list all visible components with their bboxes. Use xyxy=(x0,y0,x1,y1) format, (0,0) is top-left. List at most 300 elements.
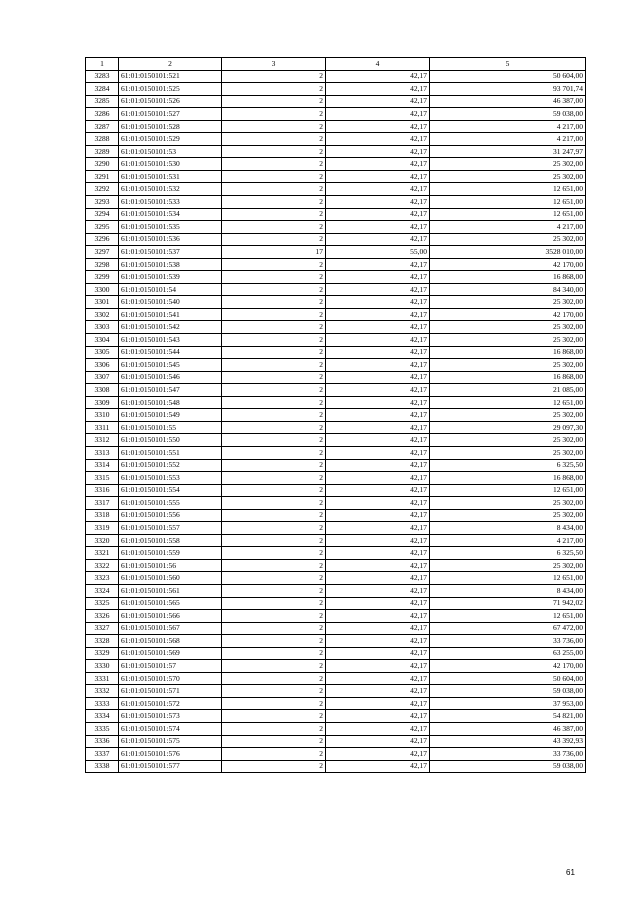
cadastral-number-cell: 61:01:0150101:526 xyxy=(119,95,222,108)
table-row xyxy=(86,133,586,146)
quantity-cell: 2 xyxy=(222,158,326,171)
quantity-cell: 2 xyxy=(222,484,326,497)
table-row xyxy=(86,572,586,585)
amount-cell: 12 651,00 xyxy=(430,396,586,409)
amount-cell: 93 701,74 xyxy=(430,83,586,96)
row-number-cell: 3298 xyxy=(86,258,119,271)
column-header-4: 4 xyxy=(326,58,430,71)
quantity-cell: 2 xyxy=(222,472,326,485)
rate-cell: 42,17 xyxy=(326,120,430,133)
table-row xyxy=(86,497,586,510)
rate-cell: 42,17 xyxy=(326,271,430,284)
quantity-cell: 2 xyxy=(222,196,326,209)
table-row xyxy=(86,233,586,246)
column-header-2: 2 xyxy=(119,58,222,71)
quantity-cell: 2 xyxy=(222,384,326,397)
table-row xyxy=(86,522,586,535)
amount-cell: 25 302,00 xyxy=(430,434,586,447)
amount-cell: 37 953,00 xyxy=(430,697,586,710)
row-number-cell: 3322 xyxy=(86,559,119,572)
amount-cell: 59 038,00 xyxy=(430,760,586,773)
amount-cell: 59 038,00 xyxy=(430,685,586,698)
cadastral-number-cell: 61:01:0150101:577 xyxy=(119,760,222,773)
table-row xyxy=(86,196,586,209)
rate-cell: 42,17 xyxy=(326,158,430,171)
table-body xyxy=(86,70,586,773)
row-number-cell: 3297 xyxy=(86,246,119,259)
amount-cell: 12 651,00 xyxy=(430,572,586,585)
table-row xyxy=(86,597,586,610)
rate-cell: 42,17 xyxy=(326,509,430,522)
cadastral-number-cell: 61:01:0150101:528 xyxy=(119,120,222,133)
cadastral-number-cell: 61:01:0150101:569 xyxy=(119,647,222,660)
row-number-cell: 3310 xyxy=(86,409,119,422)
table-row xyxy=(86,647,586,660)
rate-cell: 42,17 xyxy=(326,610,430,623)
quantity-cell: 2 xyxy=(222,258,326,271)
quantity-cell: 2 xyxy=(222,534,326,547)
rate-cell: 42,17 xyxy=(326,434,430,447)
table-row xyxy=(86,183,586,196)
amount-cell: 4 217,00 xyxy=(430,120,586,133)
row-number-cell: 3333 xyxy=(86,697,119,710)
cadastral-number-cell: 61:01:0150101:554 xyxy=(119,484,222,497)
quantity-cell: 2 xyxy=(222,660,326,673)
quantity-cell: 2 xyxy=(222,635,326,648)
table-row xyxy=(86,760,586,773)
amount-cell: 31 247,97 xyxy=(430,145,586,158)
cadastral-number-cell: 61:01:0150101:55 xyxy=(119,421,222,434)
rate-cell: 42,17 xyxy=(326,384,430,397)
rate-cell: 42,17 xyxy=(326,472,430,485)
rate-cell: 42,17 xyxy=(326,308,430,321)
rate-cell: 42,17 xyxy=(326,735,430,748)
cadastral-number-cell: 61:01:0150101:571 xyxy=(119,685,222,698)
quantity-cell: 2 xyxy=(222,133,326,146)
cadastral-number-cell: 61:01:0150101:572 xyxy=(119,697,222,710)
amount-cell: 16 868,00 xyxy=(430,271,586,284)
quantity-cell: 2 xyxy=(222,95,326,108)
rate-cell: 42,17 xyxy=(326,83,430,96)
row-number-cell: 3296 xyxy=(86,233,119,246)
table-row xyxy=(86,735,586,748)
row-number-cell: 3311 xyxy=(86,421,119,434)
amount-cell: 46 387,00 xyxy=(430,722,586,735)
amount-cell: 25 302,00 xyxy=(430,334,586,347)
row-number-cell: 3308 xyxy=(86,384,119,397)
quantity-cell: 2 xyxy=(222,572,326,585)
quantity-cell: 17 xyxy=(222,246,326,259)
quantity-cell: 2 xyxy=(222,359,326,372)
quantity-cell: 2 xyxy=(222,509,326,522)
cadastral-number-cell: 61:01:0150101:551 xyxy=(119,446,222,459)
row-number-cell: 3313 xyxy=(86,446,119,459)
cadastral-number-cell: 61:01:0150101:576 xyxy=(119,748,222,761)
table-row xyxy=(86,685,586,698)
row-number-cell: 3295 xyxy=(86,221,119,234)
amount-cell: 12 651,00 xyxy=(430,484,586,497)
cadastral-number-cell: 61:01:0150101:538 xyxy=(119,258,222,271)
amount-cell: 25 302,00 xyxy=(430,409,586,422)
amount-cell: 21 085,00 xyxy=(430,384,586,397)
row-number-cell: 3330 xyxy=(86,660,119,673)
amount-cell: 12 651,00 xyxy=(430,610,586,623)
rate-cell: 42,17 xyxy=(326,196,430,209)
table-row xyxy=(86,70,586,83)
row-number-cell: 3320 xyxy=(86,534,119,547)
table-row xyxy=(86,509,586,522)
row-number-cell: 3300 xyxy=(86,283,119,296)
table-row xyxy=(86,697,586,710)
rate-cell: 42,17 xyxy=(326,183,430,196)
quantity-cell: 2 xyxy=(222,748,326,761)
amount-cell: 16 868,00 xyxy=(430,346,586,359)
rate-cell: 42,17 xyxy=(326,346,430,359)
rate-cell: 42,17 xyxy=(326,584,430,597)
quantity-cell: 2 xyxy=(222,170,326,183)
row-number-cell: 3287 xyxy=(86,120,119,133)
table-row xyxy=(86,258,586,271)
quantity-cell: 2 xyxy=(222,396,326,409)
quantity-cell: 2 xyxy=(222,610,326,623)
rate-cell: 42,17 xyxy=(326,421,430,434)
rate-cell: 42,17 xyxy=(326,559,430,572)
table-row xyxy=(86,371,586,384)
table-row xyxy=(86,660,586,673)
quantity-cell: 2 xyxy=(222,722,326,735)
rate-cell: 42,17 xyxy=(326,534,430,547)
row-number-cell: 3324 xyxy=(86,584,119,597)
row-number-cell: 3331 xyxy=(86,672,119,685)
table-row xyxy=(86,283,586,296)
table-row xyxy=(86,95,586,108)
row-number-cell: 3293 xyxy=(86,196,119,209)
amount-cell: 25 302,00 xyxy=(430,559,586,572)
table-row xyxy=(86,710,586,723)
quantity-cell: 2 xyxy=(222,497,326,510)
amount-cell: 25 302,00 xyxy=(430,158,586,171)
cadastral-number-cell: 61:01:0150101:53 xyxy=(119,145,222,158)
rate-cell: 42,17 xyxy=(326,208,430,221)
rate-cell: 42,17 xyxy=(326,710,430,723)
quantity-cell: 2 xyxy=(222,409,326,422)
row-number-cell: 3292 xyxy=(86,183,119,196)
row-number-cell: 3335 xyxy=(86,722,119,735)
amount-cell: 84 340,00 xyxy=(430,283,586,296)
amount-cell: 6 325,50 xyxy=(430,547,586,560)
cadastral-number-cell: 61:01:0150101:545 xyxy=(119,359,222,372)
table-row xyxy=(86,83,586,96)
cadastral-number-cell: 61:01:0150101:527 xyxy=(119,108,222,121)
rate-cell: 42,17 xyxy=(326,221,430,234)
table-row xyxy=(86,271,586,284)
rate-cell: 42,17 xyxy=(326,296,430,309)
cadastral-number-cell: 61:01:0150101:540 xyxy=(119,296,222,309)
cadastral-number-cell: 61:01:0150101:536 xyxy=(119,233,222,246)
row-number-cell: 3302 xyxy=(86,308,119,321)
row-number-cell: 3283 xyxy=(86,70,119,83)
rate-cell: 42,17 xyxy=(326,396,430,409)
row-number-cell: 3334 xyxy=(86,710,119,723)
table-row xyxy=(86,208,586,221)
row-number-cell: 3290 xyxy=(86,158,119,171)
table-row xyxy=(86,421,586,434)
row-number-cell: 3286 xyxy=(86,108,119,121)
cadastral-number-cell: 61:01:0150101:57 xyxy=(119,660,222,673)
row-number-cell: 3327 xyxy=(86,622,119,635)
table-row xyxy=(86,722,586,735)
amount-cell: 29 097,30 xyxy=(430,421,586,434)
amount-cell: 42 170,00 xyxy=(430,660,586,673)
quantity-cell: 2 xyxy=(222,597,326,610)
row-number-cell: 3289 xyxy=(86,145,119,158)
quantity-cell: 2 xyxy=(222,421,326,434)
table-row xyxy=(86,446,586,459)
cadastral-number-cell: 61:01:0150101:566 xyxy=(119,610,222,623)
rate-cell: 42,17 xyxy=(326,95,430,108)
rate-cell: 42,17 xyxy=(326,359,430,372)
cadastral-number-cell: 61:01:0150101:559 xyxy=(119,547,222,560)
cadastral-number-cell: 61:01:0150101:525 xyxy=(119,83,222,96)
quantity-cell: 2 xyxy=(222,697,326,710)
cadastral-number-cell: 61:01:0150101:532 xyxy=(119,183,222,196)
amount-cell: 33 736,00 xyxy=(430,635,586,648)
row-number-cell: 3306 xyxy=(86,359,119,372)
column-header-5: 5 xyxy=(430,58,586,71)
table-row xyxy=(86,346,586,359)
row-number-cell: 3323 xyxy=(86,572,119,585)
cadastral-number-cell: 61:01:0150101:553 xyxy=(119,472,222,485)
amount-cell: 25 302,00 xyxy=(430,446,586,459)
rate-cell: 42,17 xyxy=(326,409,430,422)
table-header xyxy=(86,58,586,71)
quantity-cell: 2 xyxy=(222,371,326,384)
table-row xyxy=(86,547,586,560)
rate-cell: 42,17 xyxy=(326,108,430,121)
amount-cell: 3528 010,00 xyxy=(430,246,586,259)
row-number-cell: 3325 xyxy=(86,597,119,610)
rate-cell: 42,17 xyxy=(326,459,430,472)
row-number-cell: 3299 xyxy=(86,271,119,284)
cadastral-number-cell: 61:01:0150101:567 xyxy=(119,622,222,635)
cadastral-number-cell: 61:01:0150101:542 xyxy=(119,321,222,334)
rate-cell: 42,17 xyxy=(326,722,430,735)
quantity-cell: 2 xyxy=(222,283,326,296)
amount-cell: 42 170,00 xyxy=(430,258,586,271)
rate-cell: 55,00 xyxy=(326,246,430,259)
table-row xyxy=(86,158,586,171)
row-number-cell: 3316 xyxy=(86,484,119,497)
row-number-cell: 3312 xyxy=(86,434,119,447)
rate-cell: 42,17 xyxy=(326,572,430,585)
table-row xyxy=(86,120,586,133)
table-row xyxy=(86,334,586,347)
row-number-cell: 3332 xyxy=(86,685,119,698)
amount-cell: 16 868,00 xyxy=(430,472,586,485)
amount-cell: 12 651,00 xyxy=(430,196,586,209)
cadastral-number-cell: 61:01:0150101:56 xyxy=(119,559,222,572)
cadastral-number-cell: 61:01:0150101:547 xyxy=(119,384,222,397)
rate-cell: 42,17 xyxy=(326,522,430,535)
rate-cell: 42,17 xyxy=(326,371,430,384)
row-number-cell: 3291 xyxy=(86,170,119,183)
quantity-cell: 2 xyxy=(222,710,326,723)
quantity-cell: 2 xyxy=(222,584,326,597)
row-number-cell: 3288 xyxy=(86,133,119,146)
table-row xyxy=(86,534,586,547)
amount-cell: 43 392,93 xyxy=(430,735,586,748)
cadastral-number-cell: 61:01:0150101:548 xyxy=(119,396,222,409)
table-row xyxy=(86,622,586,635)
rate-cell: 42,17 xyxy=(326,133,430,146)
rate-cell: 42,17 xyxy=(326,622,430,635)
quantity-cell: 2 xyxy=(222,346,326,359)
amount-cell: 4 217,00 xyxy=(430,221,586,234)
table-row xyxy=(86,610,586,623)
amount-cell: 67 472,00 xyxy=(430,622,586,635)
rate-cell: 42,17 xyxy=(326,258,430,271)
quantity-cell: 2 xyxy=(222,108,326,121)
quantity-cell: 2 xyxy=(222,296,326,309)
row-number-cell: 3304 xyxy=(86,334,119,347)
row-number-cell: 3328 xyxy=(86,635,119,648)
data-table xyxy=(85,57,586,773)
amount-cell: 4 217,00 xyxy=(430,534,586,547)
cadastral-number-cell: 61:01:0150101:544 xyxy=(119,346,222,359)
table-row xyxy=(86,145,586,158)
quantity-cell: 2 xyxy=(222,120,326,133)
amount-cell: 8 434,00 xyxy=(430,522,586,535)
table-row xyxy=(86,384,586,397)
amount-cell: 12 651,00 xyxy=(430,208,586,221)
amount-cell: 25 302,00 xyxy=(430,321,586,334)
cadastral-number-cell: 61:01:0150101:535 xyxy=(119,221,222,234)
cadastral-number-cell: 61:01:0150101:556 xyxy=(119,509,222,522)
table-row xyxy=(86,748,586,761)
quantity-cell: 2 xyxy=(222,434,326,447)
quantity-cell: 2 xyxy=(222,83,326,96)
quantity-cell: 2 xyxy=(222,547,326,560)
table-row xyxy=(86,246,586,259)
rate-cell: 42,17 xyxy=(326,597,430,610)
cadastral-number-cell: 61:01:0150101:555 xyxy=(119,497,222,510)
rate-cell: 42,17 xyxy=(326,170,430,183)
table-row xyxy=(86,559,586,572)
row-number-cell: 3319 xyxy=(86,522,119,535)
quantity-cell: 2 xyxy=(222,321,326,334)
cadastral-number-cell: 61:01:0150101:565 xyxy=(119,597,222,610)
cadastral-number-cell: 61:01:0150101:552 xyxy=(119,459,222,472)
rate-cell: 42,17 xyxy=(326,760,430,773)
amount-cell: 50 604,00 xyxy=(430,672,586,685)
row-number-cell: 3336 xyxy=(86,735,119,748)
quantity-cell: 2 xyxy=(222,760,326,773)
quantity-cell: 2 xyxy=(222,647,326,660)
amount-cell: 63 255,00 xyxy=(430,647,586,660)
cadastral-number-cell: 61:01:0150101:561 xyxy=(119,584,222,597)
amount-cell: 25 302,00 xyxy=(430,170,586,183)
quantity-cell: 2 xyxy=(222,446,326,459)
quantity-cell: 2 xyxy=(222,271,326,284)
row-number-cell: 3315 xyxy=(86,472,119,485)
row-number-cell: 3307 xyxy=(86,371,119,384)
rate-cell: 42,17 xyxy=(326,660,430,673)
rate-cell: 42,17 xyxy=(326,321,430,334)
row-number-cell: 3284 xyxy=(86,83,119,96)
cadastral-number-cell: 61:01:0150101:541 xyxy=(119,308,222,321)
quantity-cell: 2 xyxy=(222,672,326,685)
quantity-cell: 2 xyxy=(222,145,326,158)
table-row xyxy=(86,308,586,321)
cadastral-number-cell: 61:01:0150101:546 xyxy=(119,371,222,384)
cadastral-number-cell: 61:01:0150101:543 xyxy=(119,334,222,347)
row-number-cell: 3317 xyxy=(86,497,119,510)
amount-cell: 25 302,00 xyxy=(430,233,586,246)
cadastral-number-cell: 61:01:0150101:570 xyxy=(119,672,222,685)
cadastral-number-cell: 61:01:0150101:531 xyxy=(119,170,222,183)
amount-cell: 16 868,00 xyxy=(430,371,586,384)
amount-cell: 59 038,00 xyxy=(430,108,586,121)
rate-cell: 42,17 xyxy=(326,446,430,459)
column-header-1: 1 xyxy=(86,58,119,71)
rate-cell: 42,17 xyxy=(326,685,430,698)
amount-cell: 54 821,00 xyxy=(430,710,586,723)
rate-cell: 42,17 xyxy=(326,70,430,83)
table-row xyxy=(86,359,586,372)
amount-cell: 33 736,00 xyxy=(430,748,586,761)
quantity-cell: 2 xyxy=(222,208,326,221)
row-number-cell: 3301 xyxy=(86,296,119,309)
table-row xyxy=(86,409,586,422)
quantity-cell: 2 xyxy=(222,559,326,572)
rate-cell: 42,17 xyxy=(326,697,430,710)
cadastral-number-cell: 61:01:0150101:530 xyxy=(119,158,222,171)
row-number-cell: 3321 xyxy=(86,547,119,560)
cadastral-number-cell: 61:01:0150101:537 xyxy=(119,246,222,259)
page-number: 61 xyxy=(566,868,575,877)
cadastral-number-cell: 61:01:0150101:529 xyxy=(119,133,222,146)
cadastral-number-cell: 61:01:0150101:558 xyxy=(119,534,222,547)
quantity-cell: 2 xyxy=(222,221,326,234)
quantity-cell: 2 xyxy=(222,183,326,196)
table-row xyxy=(86,672,586,685)
quantity-cell: 2 xyxy=(222,233,326,246)
row-number-cell: 3337 xyxy=(86,748,119,761)
cadastral-number-cell: 61:01:0150101:557 xyxy=(119,522,222,535)
row-number-cell: 3303 xyxy=(86,321,119,334)
cadastral-number-cell: 61:01:0150101:54 xyxy=(119,283,222,296)
amount-cell: 8 434,00 xyxy=(430,584,586,597)
cadastral-number-cell: 61:01:0150101:533 xyxy=(119,196,222,209)
header-row xyxy=(86,58,586,71)
rate-cell: 42,17 xyxy=(326,672,430,685)
table-row xyxy=(86,459,586,472)
quantity-cell: 2 xyxy=(222,685,326,698)
table-row xyxy=(86,296,586,309)
row-number-cell: 3326 xyxy=(86,610,119,623)
amount-cell: 12 651,00 xyxy=(430,183,586,196)
quantity-cell: 2 xyxy=(222,735,326,748)
rate-cell: 42,17 xyxy=(326,497,430,510)
table-row xyxy=(86,584,586,597)
rate-cell: 42,17 xyxy=(326,484,430,497)
table-row xyxy=(86,434,586,447)
cadastral-number-cell: 61:01:0150101:521 xyxy=(119,70,222,83)
row-number-cell: 3305 xyxy=(86,346,119,359)
quantity-cell: 2 xyxy=(222,70,326,83)
rate-cell: 42,17 xyxy=(326,547,430,560)
amount-cell: 4 217,00 xyxy=(430,133,586,146)
